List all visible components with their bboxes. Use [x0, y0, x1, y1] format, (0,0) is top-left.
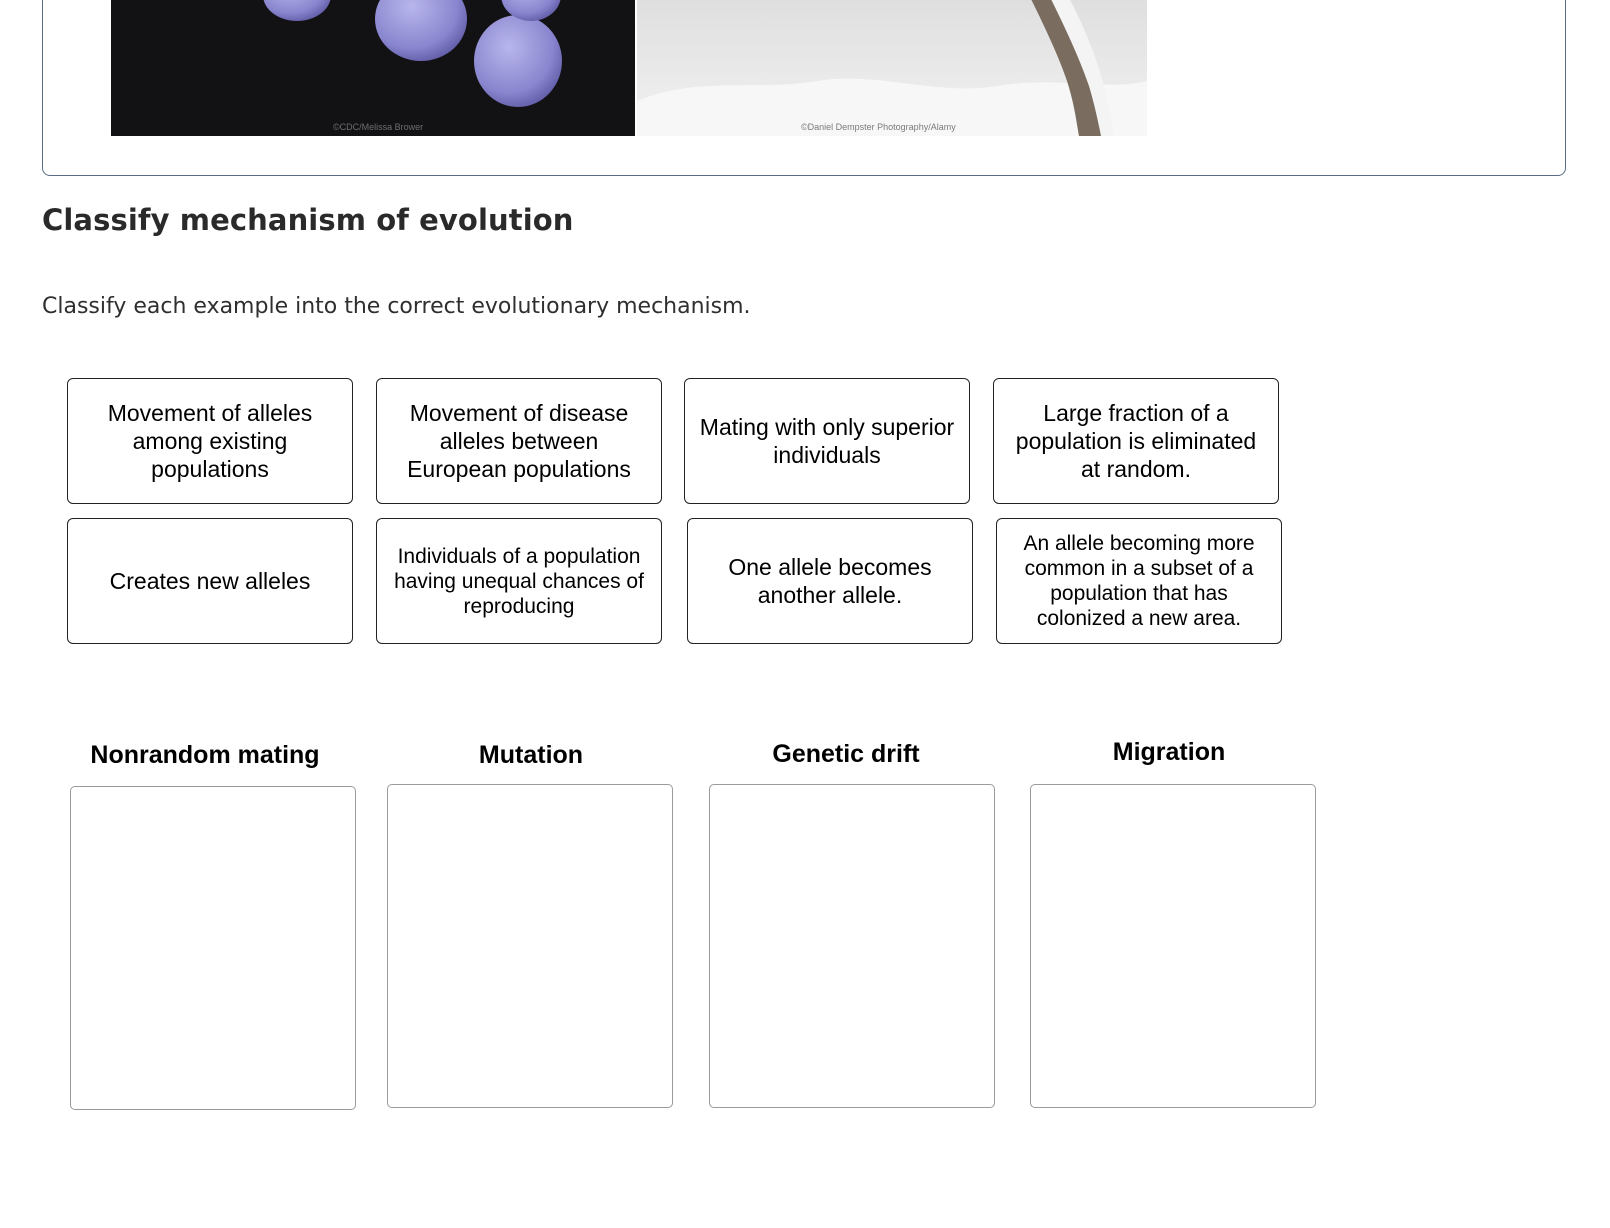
photo-credit-right: ©Daniel Dempster Photography/Alamy [801, 122, 956, 132]
snow-branch-photo [637, 0, 1147, 136]
answer-card[interactable]: Mating with only superior individuals [684, 378, 970, 504]
drop-zone-mutation[interactable] [387, 784, 673, 1108]
category-label-mutation: Mutation [478, 741, 584, 769]
answer-card[interactable]: An allele becoming more common in a subset of a population that has colonized a new area. [996, 518, 1282, 644]
photo-credit-left: ©CDC/Melissa Brower [333, 122, 424, 132]
activity-title: Classify mechanism of evolution [42, 203, 574, 237]
category-label-genetic-drift: Genetic drift [772, 740, 920, 768]
activity-instructions: Classify each example into the correct evolutionary mechanism. [42, 294, 751, 319]
answer-card[interactable]: Creates new alleles [67, 518, 353, 644]
category-label-nonrandom-mating: Nonrandom mating [90, 741, 320, 769]
drop-zone-nonrandom-mating[interactable] [70, 786, 356, 1110]
answer-card[interactable]: Movement of disease alleles between European populations [376, 378, 662, 504]
drop-zone-migration[interactable] [1030, 784, 1316, 1108]
drop-zone-genetic-drift[interactable] [709, 784, 995, 1108]
answer-card[interactable]: One allele becomes another allele. [687, 518, 973, 644]
bacteria-photo [111, 0, 635, 136]
figure-panel [42, 0, 1566, 176]
answer-card[interactable]: Individuals of a population having unequal chances of reproducing [376, 518, 662, 644]
answer-card[interactable]: Movement of alleles among existing populations [67, 378, 353, 504]
category-label-migration: Migration [1112, 738, 1226, 766]
answer-card[interactable]: Large fraction of a population is eliminated at random. [993, 378, 1279, 504]
